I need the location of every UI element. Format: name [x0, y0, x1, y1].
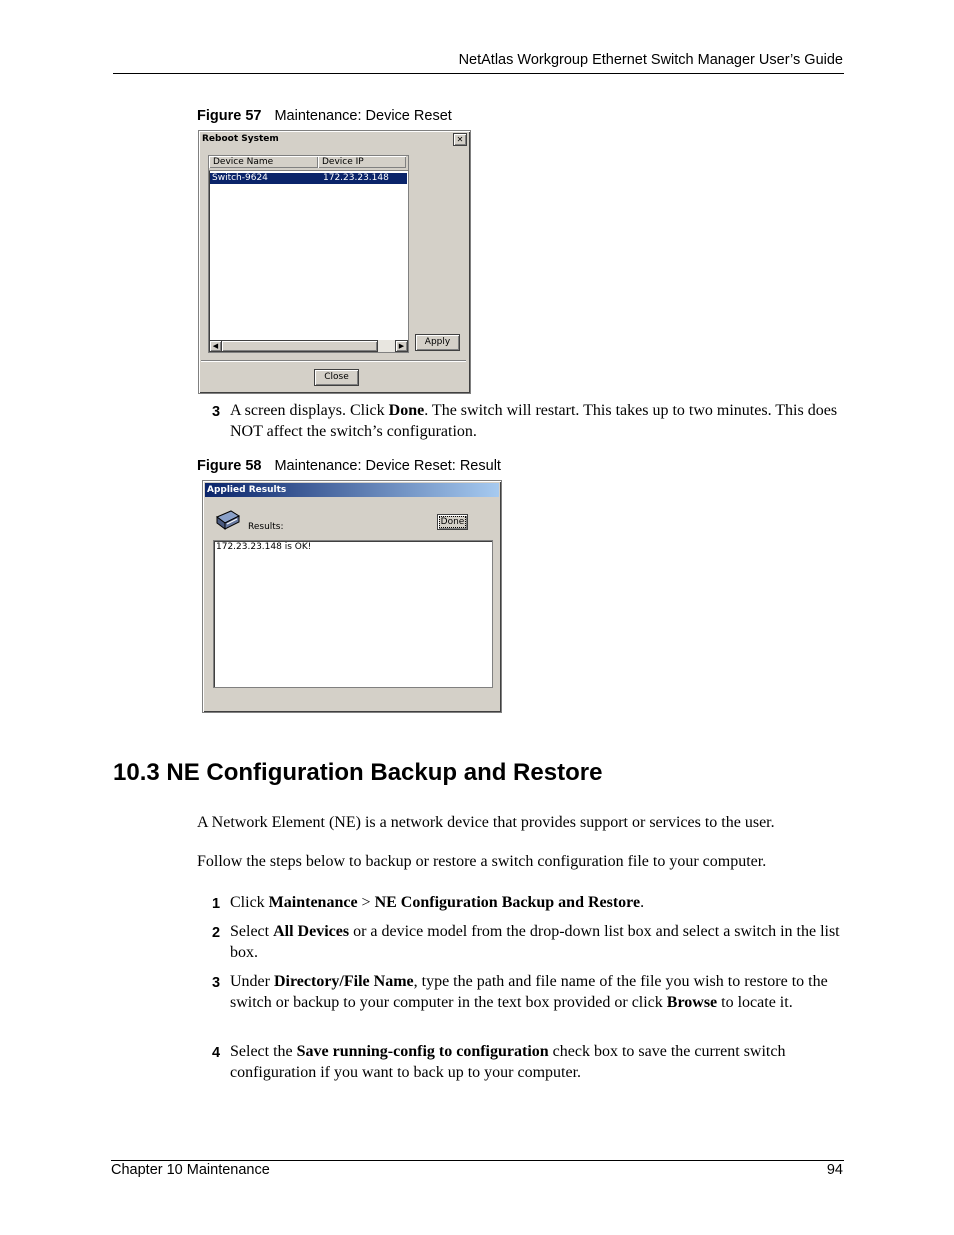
device-list[interactable]	[208, 155, 409, 353]
step-number: 2	[212, 925, 221, 941]
column-device-ip[interactable]: Device IP	[318, 156, 406, 168]
apply-button[interactable]: Apply	[415, 334, 460, 351]
reboot-system-titlebar	[200, 132, 469, 146]
row-device-name: Switch-9624	[212, 173, 268, 183]
step-text: Select the	[230, 1043, 297, 1060]
figure-58-caption	[197, 458, 501, 474]
footer-chapter: Chapter 10 Maintenance	[111, 1162, 270, 1178]
page-number: 94	[826, 1162, 843, 1178]
results-label: Results:	[248, 522, 284, 532]
footer-rule	[111, 1160, 844, 1161]
step-2-text	[230, 922, 845, 963]
close-button[interactable]: Close	[314, 369, 359, 386]
figure-57-label: Figure 57	[197, 108, 262, 124]
step-text: . The switch will restart. This takes up to two minutes. This does NOT affect the switch’s configuration.	[230, 402, 838, 440]
step-text: A screen displays. Click	[230, 402, 389, 419]
step-number: 1	[212, 896, 221, 912]
running-header: NetAtlas Workgroup Ethernet Switch Manager User’s Guide	[458, 52, 843, 68]
step-3-text	[230, 401, 845, 442]
figure-58-title: Maintenance: Device Reset: Result	[274, 458, 501, 474]
device-list-header	[209, 156, 408, 171]
figure-58-label: Figure 58	[197, 458, 262, 474]
result-line: 172.23.23.148 is OK!	[216, 542, 312, 552]
step-bold: NE Configuration Backup and Restore	[374, 894, 641, 911]
step-bold: Directory/File Name	[273, 973, 414, 990]
step-bold: Browse	[666, 993, 718, 1011]
done-button[interactable]: Done	[437, 514, 468, 530]
table-row[interactable]	[210, 173, 407, 184]
step-text: Select	[230, 923, 274, 940]
scroll-left-icon[interactable]: ◀	[209, 340, 222, 352]
results-text-area[interactable]	[213, 540, 493, 688]
dialog-divider	[201, 360, 466, 361]
step-number: 3	[212, 975, 221, 991]
step-3-text	[230, 972, 845, 1013]
applied-results-titlebar	[205, 483, 499, 497]
row-device-ip: 172.23.23.148	[323, 173, 389, 183]
step-text: Under	[230, 973, 274, 990]
horizontal-scrollbar[interactable]	[209, 340, 408, 352]
section-heading: 10.3 NE Configuration Backup and Restore	[113, 759, 603, 786]
switch-device-icon	[213, 507, 241, 531]
figure-57-caption	[197, 108, 452, 124]
step-1-text	[230, 893, 845, 914]
reboot-system-dialog	[198, 130, 471, 394]
step-text: .	[640, 894, 645, 911]
step-bold: All Devices	[273, 923, 350, 940]
step-text: Click	[230, 894, 269, 911]
scroll-right-icon[interactable]: ▶	[395, 340, 408, 352]
step-text: check box to save the current switch configuration if you want to back up to your computer.	[230, 1043, 786, 1081]
step-number: 4	[212, 1045, 221, 1061]
scroll-thumb[interactable]	[221, 340, 378, 352]
close-icon[interactable]: ✕	[453, 133, 467, 146]
step-text: , type the path and file name of the file you wish to restore to the switch or backup to your computer in the text box provided or click	[230, 973, 828, 1011]
step-text: to locate it.	[717, 993, 793, 1011]
step-bold: Maintenance	[268, 894, 358, 911]
column-device-name[interactable]: Device Name	[209, 156, 318, 168]
paragraph: Follow the steps below to backup or restore a switch configuration file to your computer.	[197, 853, 767, 870]
step-bold: Done	[388, 402, 425, 419]
step-4-text	[230, 1042, 845, 1083]
window-title: Applied Results	[207, 485, 287, 495]
figure-57-title: Maintenance: Device Reset	[274, 108, 452, 124]
step-text: or a device model from the drop-down list box and select a switch in the list box.	[230, 923, 840, 961]
header-rule	[113, 73, 844, 74]
paragraph: A Network Element (NE) is a network device that provides support or services to the user.	[197, 814, 775, 831]
window-title: Reboot System	[202, 134, 279, 144]
applied-results-dialog	[202, 480, 502, 713]
step-text: >	[357, 894, 375, 911]
step-bold: Save running-config to configuration	[296, 1043, 549, 1060]
step-number: 3	[212, 404, 221, 420]
